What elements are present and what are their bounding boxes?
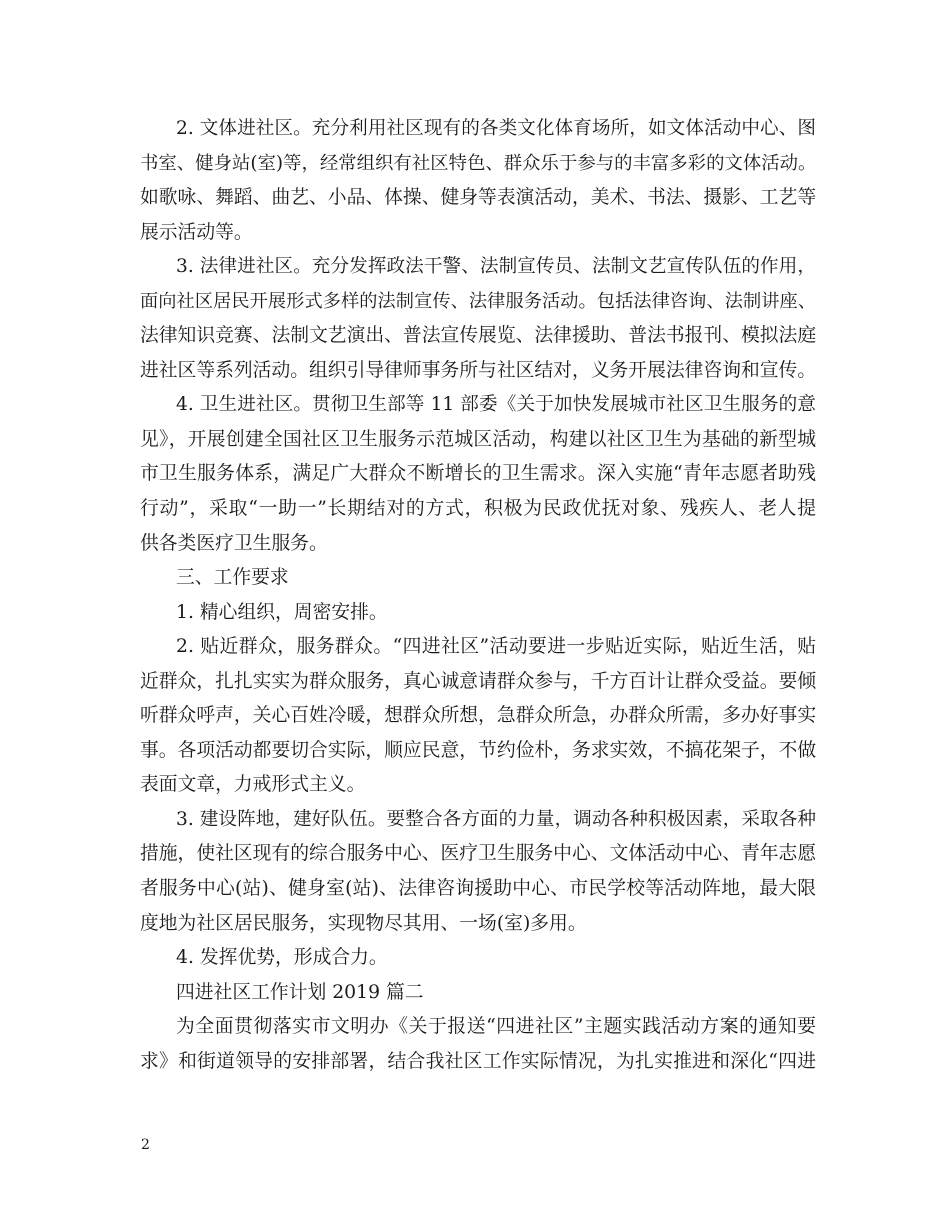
- text-line: 进社区等系列活动。组织引导律师事务所与社区结对，义务开展法律咨询和宣传。: [140, 359, 816, 381]
- text-line: 供各类医疗卫生服务。: [140, 532, 328, 554]
- text-line: 四进社区工作计划 2019 篇二: [176, 981, 424, 1003]
- text-line: 2. 文体进社区。充分利用社区现有的各类文化体育场所，如文体活动中心、图: [176, 118, 816, 139]
- text-line: 表面文章，力戒形式主义。: [140, 774, 366, 796]
- text-line: 措施，使社区现有的综合服务中心、医疗卫生服务中心、文体活动中心、青年志愿: [140, 843, 816, 865]
- document-body: [140, 112, 816, 1079]
- text-line: 面向社区居民开展形式多样的法制宣传、法律服务活动。包括法律咨询、法制讲座、: [140, 290, 816, 312]
- text-line: 行动”，采取“一助一”长期结对的方式，积极为民政优抚对象、残疾人、老人提: [140, 498, 816, 520]
- text-line: 4. 卫生进社区。贯彻卫生部等 11 部委《关于加快发展城市社区卫生服务的意: [176, 394, 816, 416]
- text-line: 为全面贯彻落实市文明办《关于报送“四进社区”主题实践活动方案的通知要: [176, 1016, 816, 1038]
- text-line: 法律知识竞赛、法制文艺演出、普法宣传展览、法律援助、普法书报刊、模拟法庭: [140, 325, 816, 347]
- text-line: 见》，开展创建全国社区卫生服务示范城区活动，构建以社区卫生为基础的新型城: [140, 428, 816, 450]
- text-line: 度地为社区居民服务，实现物尽其用、一场(室)多用。: [140, 912, 587, 934]
- text-line: 1. 精心组织，周密安排。: [176, 601, 388, 623]
- text-line: 市卫生服务体系，满足广大群众不断增长的卫生需求。深入实施“青年志愿者助残: [140, 463, 816, 485]
- text-line: 展示活动等。: [140, 221, 253, 243]
- text-line: 者服务中心(站)、健身室(站)、法律咨询援助中心、市民学校等活动阵地，最大限: [140, 878, 816, 900]
- text-line: 求》和街道领导的安排部署，结合我社区工作实际情况，为扎实推进和深化“四进: [140, 1050, 816, 1072]
- text-line: 4. 发挥优势，形成合力。: [176, 947, 388, 969]
- text-line: 如歌咏、舞蹈、曲艺、小品、体操、健身等表演活动，美术、书法、摄影、工艺等: [140, 187, 816, 209]
- text-line: 2. 贴近群众，服务群众。“四进社区”活动要进一步贴近实际，贴近生活，贴: [176, 636, 816, 658]
- text-line: 3. 建设阵地，建好队伍。要整合各方面的力量，调动各种积极因素，采取各种: [176, 808, 816, 830]
- text-line: 3. 法律进社区。充分发挥政法干警、法制宣传员、法制文艺宣传队伍的作用，: [176, 256, 816, 278]
- text-line: 听群众呼声，关心百姓冷暖，想群众所想，急群众所急，办群众所需，多办好事实: [140, 705, 816, 727]
- text-line: 书室、健身站(室)等，经常组织有社区特色、群众乐于参与的丰富多彩的文体活动。: [140, 152, 816, 174]
- text-line: 事。各项活动都要切合实际，顺应民意，节约俭朴，务求实效，不搞花架子，不做: [140, 739, 816, 761]
- page-number: 2: [141, 1137, 150, 1153]
- text-line: 近群众，扎扎实实为群众服务，真心诚意请群众参与，千方百计让群众受益。要倾: [140, 670, 816, 692]
- text-line: 三、工作要求: [176, 567, 289, 589]
